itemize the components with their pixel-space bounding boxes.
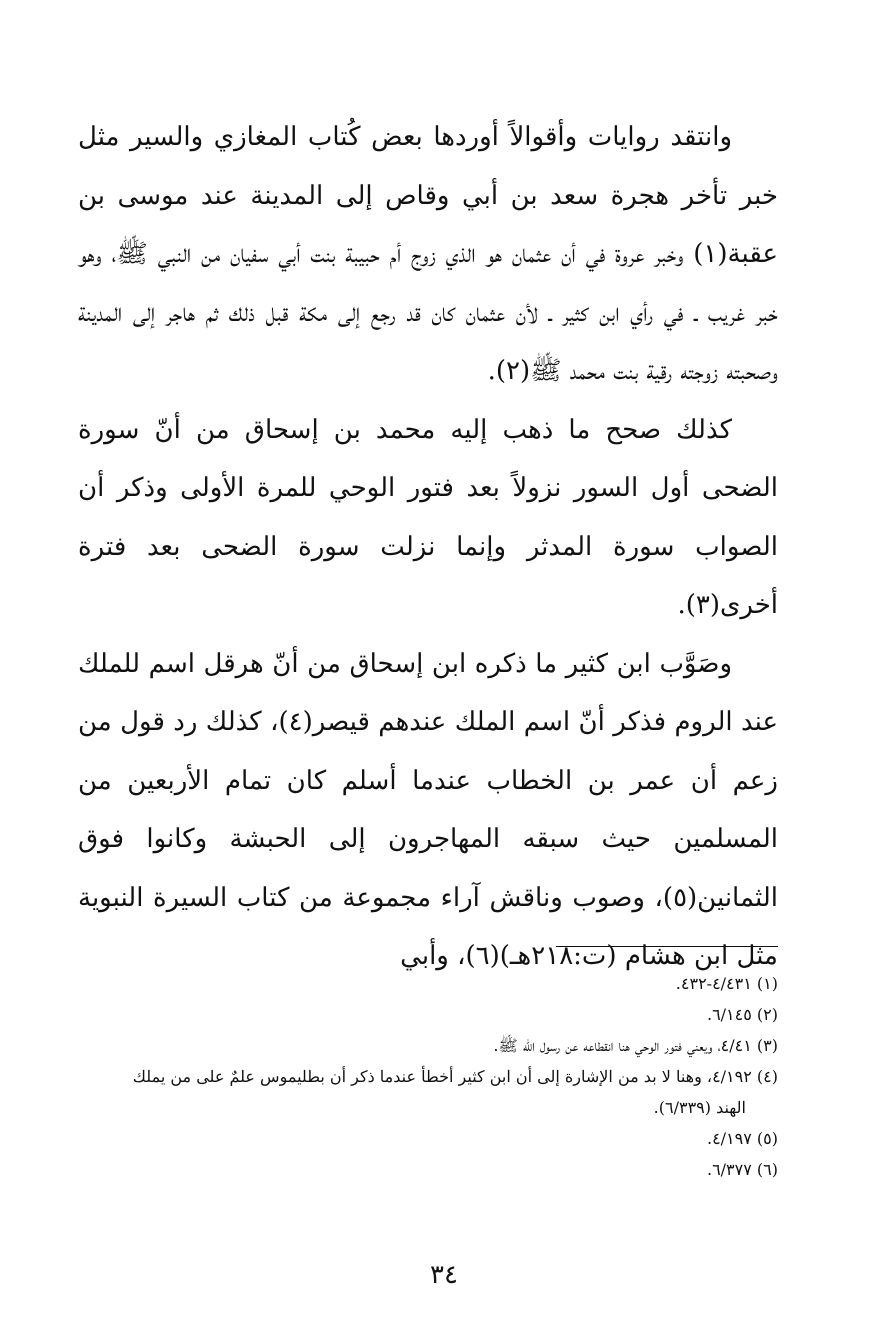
paragraph-2: كذلك صحح ما ذهب إليه محمد بن إسحاق من أنّ سورة الضحى أول السور نزولاً بعد فتور الوحي للمرة الأولى وذكر أن الصواب سورة المدثر وإنما نزلت سورة الضحى بعد فترة أخرى(٣). (78, 414, 778, 620)
footnote-3: (٣) ٤/٤١، ويعني فتور الوحي هنا انقطاعه عن رسول الله ﷺ. (493, 1036, 778, 1055)
footnote-1: (١) ٤/٤٣١-٤٣٢. (675, 974, 778, 993)
page-number: ٣٤ (430, 1260, 458, 1290)
footnote-separator (556, 946, 778, 947)
footnote-4-continuation: الهند (٦/٣٣٩). (653, 1098, 746, 1117)
footnote-6: (٦) ٦/٣٧٧. (706, 1160, 778, 1179)
footnotes (78, 968, 778, 1185)
main-text (78, 108, 778, 986)
footnote-4: (٤) ٤/١٩٢، وهنا لا بد من الإشارة إلى أن ابن كثير أخطأ عندما ذكر أن بطليموس علمٌ على من يملك (132, 1067, 778, 1086)
footnote-5: (٥) ٤/١٩٧. (706, 1129, 778, 1148)
paragraph-1: وانتقد روايات وأقوالاً أوردها بعض كُتاب المغازي والسير مثل خبر تأخر هجرة سعد بن أبي وقاص إلى المدينة عند موسى بن عقبة(١) وخبر عروة في أن عثمان هو الذي زوج أم حبيبة بنت أبي سفيان من النبي ﷺ، وهو خبر غريب ـ في رأي ابن كثير ـ لأن عثمان كان قد رجع إلى مكة قبل ذلك ثم هاجر إلى المدينة وصحبته زوجته رقية بنت محمد ﷺ(٢). (78, 122, 778, 386)
footnote-2: (٢) ٦/١٤٥. (706, 1005, 778, 1024)
paragraph-3: وصَوَّب ابن كثير ما ذكره ابن إسحاق من أنّ هرقل اسم للملك عند الروم فذكر أنّ اسم الملك عندهم قيصر(٤)، كذلك رد قول من زعم أن عمر بن الخطاب عندما أسلم كان تمام الأربعين من المسلمين حيث سبقه المهاجرون إلى الحبشة وكانوا فوق الثمانين(٥)، وصوب وناقش آراء مجموعة من كتاب السيرة النبوية مثل ابن هشام (ت:٢١٨هـ)(٦)، وأبي (78, 648, 778, 971)
